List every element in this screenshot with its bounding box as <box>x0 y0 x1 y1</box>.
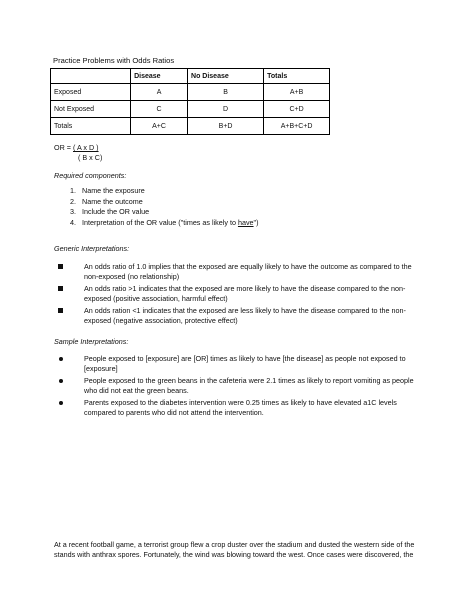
page-title: Practice Problems with Odds Ratios <box>53 56 175 65</box>
item-text: People exposed to the green beans in the cafeteria were 2.1 times as likely to report vomiting as people who did not eat the green beans. <box>84 376 414 395</box>
required-components-list <box>54 186 259 228</box>
item-text: An odds ratio of 1.0 implies that the exposed are equally likely to have the outcome as compared to the non-exposed (no relationship) <box>84 262 412 281</box>
formula-numerator-line <box>54 143 102 153</box>
list-item <box>54 354 414 374</box>
table-cell: C+D <box>264 101 330 118</box>
round-bullet-icon <box>59 401 63 405</box>
table-row <box>51 84 330 101</box>
list-item: 1. Name the exposure <box>78 186 259 197</box>
list-item <box>54 262 414 282</box>
item-text: An odds ration <1 indicates that the exposed are less likely to have the disease compared to the non-exposed (negative association, protective effect) <box>84 306 406 325</box>
item-text: Parents exposed to the diabetes intervention were 0.25 times as likely to have elevated a1C levels compared to parents who did not attend the intervention. <box>84 398 397 417</box>
table-header-row <box>51 69 330 84</box>
formula-prefix: OR = <box>54 143 73 152</box>
underlined-word: have <box>237 217 254 227</box>
table-cell: B+D <box>188 118 264 135</box>
square-bullet-icon <box>58 264 63 269</box>
odds-ratio-formula <box>54 143 102 163</box>
sample-interpretations-heading: Sample Interpretations: <box>54 337 129 346</box>
sample-interpretations-list <box>54 354 414 420</box>
item-text: An odds ratio >1 indicates that the exposed are more likely to have the disease compared to the non-exposed (positive association, harmful effect) <box>84 284 406 303</box>
problem-paragraph: At a recent football game, a terrorist group flew a crop duster over the stadium and dusted the western side of the stands with anthrax spores. Fortunately, the wind was blowing toward the west. Once cases were discovered, the <box>54 540 415 559</box>
list-item <box>54 376 414 396</box>
list-item: 3. Include the OR value <box>78 207 259 218</box>
table-header-cell <box>51 69 131 84</box>
table-cell: D <box>188 101 264 118</box>
round-bullet-icon <box>59 379 63 383</box>
list-item: 2. Name the outcome <box>78 197 259 208</box>
table-cell: A <box>131 84 188 101</box>
list-item <box>54 398 414 418</box>
formula-denominator: ( B x C) <box>78 153 103 162</box>
table-row <box>51 118 330 135</box>
table-cell: B <box>188 84 264 101</box>
generic-interpretations-list <box>54 262 414 328</box>
table-cell: A+B+C+D <box>264 118 330 135</box>
list-item <box>78 218 259 229</box>
item-text: ") <box>253 217 259 227</box>
list-item <box>54 284 414 304</box>
list-item <box>54 306 414 326</box>
table-header-cell: Disease <box>131 69 188 84</box>
row-label: Totals <box>51 118 131 135</box>
formula-numerator: ( A x D ) <box>72 143 99 152</box>
table-cell: A+C <box>131 118 188 135</box>
row-label: Exposed <box>51 84 131 101</box>
table-cell: A+B <box>264 84 330 101</box>
table-row <box>51 101 330 118</box>
square-bullet-icon <box>58 308 63 313</box>
item-text: Interpretation of the OR value ("times as likely to <box>82 217 238 227</box>
round-bullet-icon <box>59 357 63 361</box>
square-bullet-icon <box>58 286 63 291</box>
table-header-cell: Totals <box>264 69 330 84</box>
item-text: People exposed to [exposure] are [OR] times as likely to have [the disease] as people not exposed to [exposure] <box>84 354 406 373</box>
table-header-cell: No Disease <box>188 69 264 84</box>
generic-interpretations-heading: Generic Interpretations: <box>54 244 130 253</box>
table-cell: C <box>131 101 188 118</box>
required-components-heading: Required components: <box>54 171 127 180</box>
contingency-table <box>50 68 330 135</box>
row-label: Not Exposed <box>51 101 131 118</box>
